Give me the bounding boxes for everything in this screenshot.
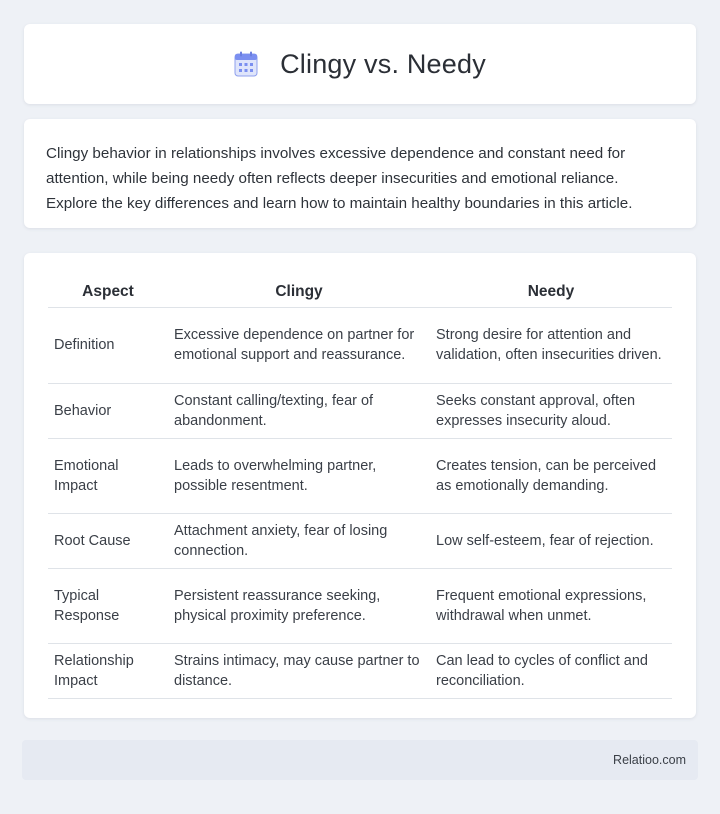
needy-cell: Seeks constant approval, often expresses insecurity aloud.	[430, 383, 672, 438]
header-needy: Needy	[430, 277, 672, 307]
clingy-cell: Persistent reassurance seeking, physical proximity preference.	[168, 568, 430, 643]
clingy-cell: Attachment anxiety, fear of losing connection.	[168, 513, 430, 568]
clingy-cell: Leads to overwhelming partner, possible resentment.	[168, 438, 430, 513]
aspect-cell: Definition	[48, 307, 168, 383]
footer-bar	[22, 740, 698, 780]
aspect-cell: Typical Response	[48, 568, 168, 643]
header-clingy: Clingy	[168, 277, 430, 307]
aspect-cell: Root Cause	[48, 513, 168, 568]
needy-cell: Low self-esteem, fear of rejection.	[430, 513, 672, 568]
clingy-cell: Constant calling/texting, fear of abandonment.	[168, 383, 430, 438]
aspect-cell: Relationship Impact	[48, 643, 168, 698]
table-row	[48, 383, 672, 438]
table-row	[48, 513, 672, 568]
title-row	[234, 49, 486, 80]
title-card	[24, 24, 696, 104]
needy-cell: Creates tension, can be perceived as emotionally demanding.	[430, 438, 672, 513]
footer-site-name: Relatioo.com	[613, 753, 686, 767]
aspect-cell: Behavior	[48, 383, 168, 438]
clingy-cell: Strains intimacy, may cause partner to distance.	[168, 643, 430, 698]
comparison-table	[48, 277, 672, 699]
table-row	[48, 438, 672, 513]
calendar-icon	[234, 51, 258, 77]
needy-cell: Can lead to cycles of conflict and reconciliation.	[430, 643, 672, 698]
needy-cell: Frequent emotional expressions, withdrawal when unmet.	[430, 568, 672, 643]
header-aspect: Aspect	[48, 277, 168, 307]
needy-cell: Strong desire for attention and validation, often insecurities driven.	[430, 307, 672, 383]
intro-paragraph: Clingy behavior in relationships involves excessive dependence and constant need for attention, while being needy often reflects deeper insecurities and emotional reliance. Explore the key differences and learn how to maintain healthy boundaries in this article.	[46, 145, 633, 212]
comparison-card	[24, 253, 696, 718]
clingy-cell: Excessive dependence on partner for emotional support and reassurance.	[168, 307, 430, 383]
table-row	[48, 307, 672, 383]
intro-card	[24, 119, 696, 228]
table-header-row	[48, 277, 672, 307]
page-title: Clingy vs. Needy	[280, 48, 486, 79]
table-row	[48, 568, 672, 643]
table-row	[48, 643, 672, 698]
aspect-cell: Emotional Impact	[48, 438, 168, 513]
